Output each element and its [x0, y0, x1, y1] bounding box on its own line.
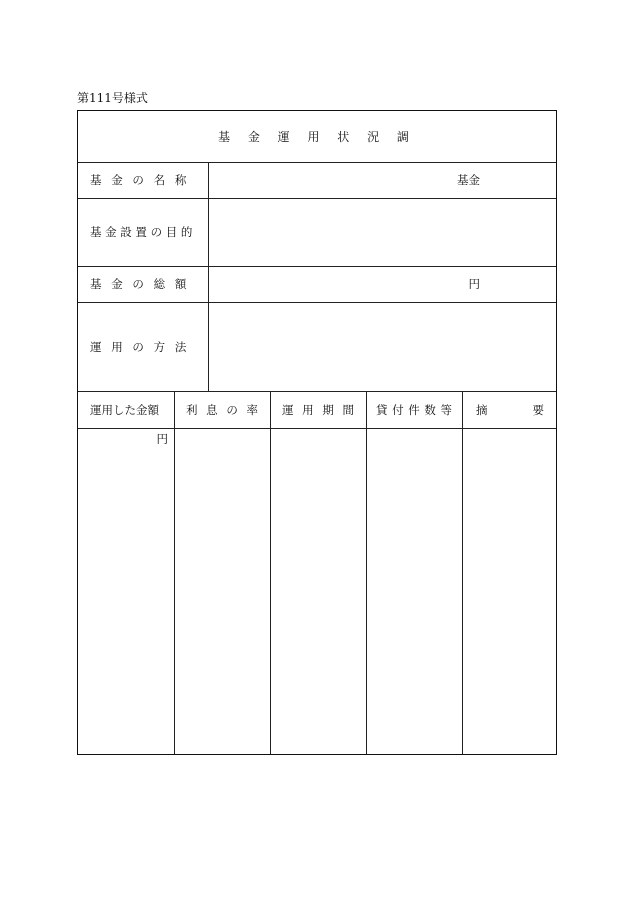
purpose-label-char: 置 [135, 225, 147, 239]
fund-name-label-char: 基 [90, 173, 102, 187]
col-period-char: 用 [302, 402, 314, 417]
purpose-label-char: 的 [180, 225, 193, 239]
purpose-label-char: 基 [90, 225, 102, 239]
method-label-char: の [132, 339, 144, 354]
col-loans-char: 数 [424, 402, 436, 417]
purpose-field[interactable] [208, 198, 556, 266]
col-period-char: 期 [322, 402, 334, 417]
col-remarks-header [462, 391, 558, 428]
purpose-label-char: 設 [120, 225, 132, 239]
method-label [78, 302, 208, 391]
fund-name-label-char: 称 [174, 173, 187, 187]
form-number: 第111号様式 [77, 91, 148, 105]
col-remarks-char: 要 [532, 402, 544, 417]
col-amount-header: 運用した金額 [90, 402, 159, 417]
method-label-char: 方 [153, 339, 166, 354]
form-title: 基 金 運 用 状 況 調 [218, 130, 416, 144]
total-label-char: 金 [111, 277, 123, 291]
fund-name-label [78, 162, 208, 198]
col-interest-char: 息 [206, 402, 218, 417]
total-label-char: 総 [153, 277, 166, 291]
col-interest-char: 率 [246, 402, 258, 417]
fund-name-label-char: 名 [153, 173, 166, 187]
col-interest-header [174, 391, 270, 428]
fund-name-label-char: 金 [111, 173, 123, 187]
col-loans-header [366, 391, 462, 428]
period-cell[interactable] [270, 428, 366, 754]
interest-cell[interactable] [174, 428, 270, 754]
purpose-label [78, 198, 208, 266]
fund-name-field[interactable] [208, 162, 556, 198]
fund-operation-form [77, 110, 557, 755]
purpose-label-char: 目 [165, 225, 178, 239]
col-interest-char: 利 [186, 402, 198, 417]
method-label-char: 運 [90, 339, 102, 354]
total-unit: 円 [468, 277, 480, 291]
fund-name-label-char: の [132, 173, 144, 187]
total-label-char: 額 [174, 277, 187, 291]
col-period-char: 間 [342, 402, 354, 417]
remarks-cell[interactable] [462, 428, 558, 754]
loans-cell[interactable] [366, 428, 462, 754]
purpose-label-char: 金 [105, 225, 117, 239]
amount-unit: 円 [156, 432, 168, 446]
col-loans-char: 貸 [376, 402, 388, 417]
col-loans-char: 件 [408, 402, 420, 417]
amount-cell[interactable] [78, 428, 174, 754]
column-divider [462, 391, 463, 754]
method-label-char: 用 [111, 339, 123, 354]
column-divider [366, 391, 367, 754]
total-label [78, 266, 208, 302]
total-label-char: 基 [90, 277, 102, 291]
column-divider [270, 391, 271, 754]
col-interest-char: の [226, 402, 238, 417]
purpose-label-char: の [150, 225, 163, 239]
total-label-char: の [132, 277, 144, 291]
col-loans-char: 等 [440, 402, 452, 417]
col-loans-char: 付 [392, 402, 404, 417]
col-period-char: 運 [282, 402, 294, 417]
method-field[interactable] [208, 302, 556, 391]
method-label-char: 法 [174, 339, 187, 354]
col-period-header [270, 391, 366, 428]
label-column-divider [208, 162, 209, 391]
fund-name-suffix: 基金 [457, 173, 480, 187]
total-field[interactable] [208, 266, 556, 302]
column-divider [174, 391, 175, 754]
col-remarks-char: 摘 [476, 402, 488, 417]
